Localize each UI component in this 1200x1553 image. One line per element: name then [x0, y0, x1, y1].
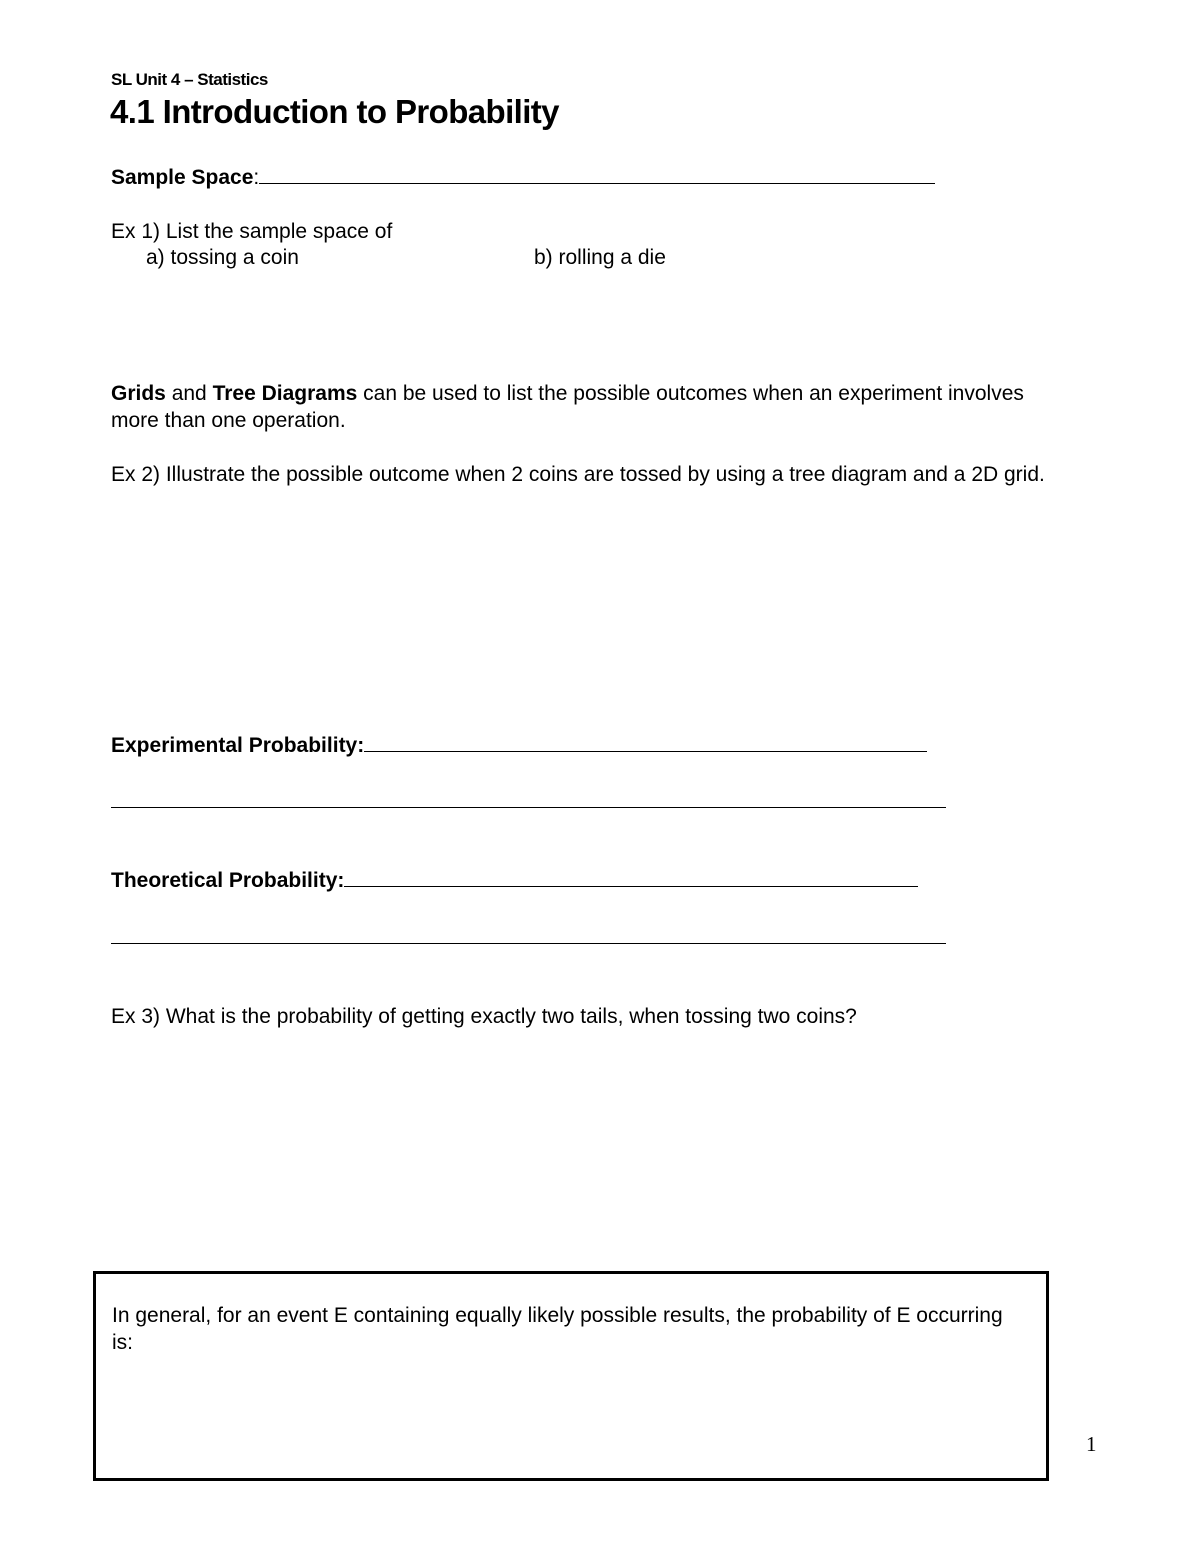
sample-space-label: Sample Space [111, 166, 254, 189]
grids-rest: can be used to list the possible outcomes when an experiment involves more than one operation. [111, 382, 1024, 432]
ex2-text: Ex 2) Illustrate the possible outcome when 2 coins are tossed by using a tree diagram and a 2D grid. [111, 463, 1045, 486]
ex1-part-b: b) rolling a die [534, 246, 666, 269]
ex1-part-a: a) tossing a coin [146, 246, 299, 269]
experimental-label: Experimental Probability: [111, 734, 365, 757]
sample-space-row [111, 164, 935, 191]
sample-space-colon: : [253, 166, 260, 189]
ex3-text: Ex 3) What is the probability of getting exactly two tails, when tossing two coins? [111, 1005, 857, 1028]
experimental-blank-line-2[interactable] [111, 807, 946, 808]
page-title: 4.1 Introduction to Probability [110, 93, 559, 130]
tree-diagrams-term: Tree Diagrams [212, 382, 358, 405]
theoretical-blank[interactable] [344, 867, 918, 887]
experimental-blank[interactable] [364, 732, 927, 752]
theoretical-blank-line-2[interactable] [111, 943, 946, 944]
grids-paragraph [111, 380, 1071, 434]
page-number: 1 [1086, 1432, 1097, 1456]
ex1-prompt: Ex 1) List the sample space of [111, 220, 393, 243]
unit-heading: SL Unit 4 – Statistics [111, 70, 268, 89]
theoretical-row [111, 867, 918, 894]
sample-space-blank[interactable] [259, 164, 935, 184]
grids-joiner: and [165, 382, 213, 405]
definition-box [93, 1271, 1049, 1481]
experimental-row [111, 732, 927, 759]
theoretical-label: Theoretical Probability: [111, 869, 345, 892]
definition-text: In general, for an event E containing equally likely possible results, the probability of E occurring is: [112, 1304, 1003, 1354]
grids-term: Grids [111, 382, 166, 405]
